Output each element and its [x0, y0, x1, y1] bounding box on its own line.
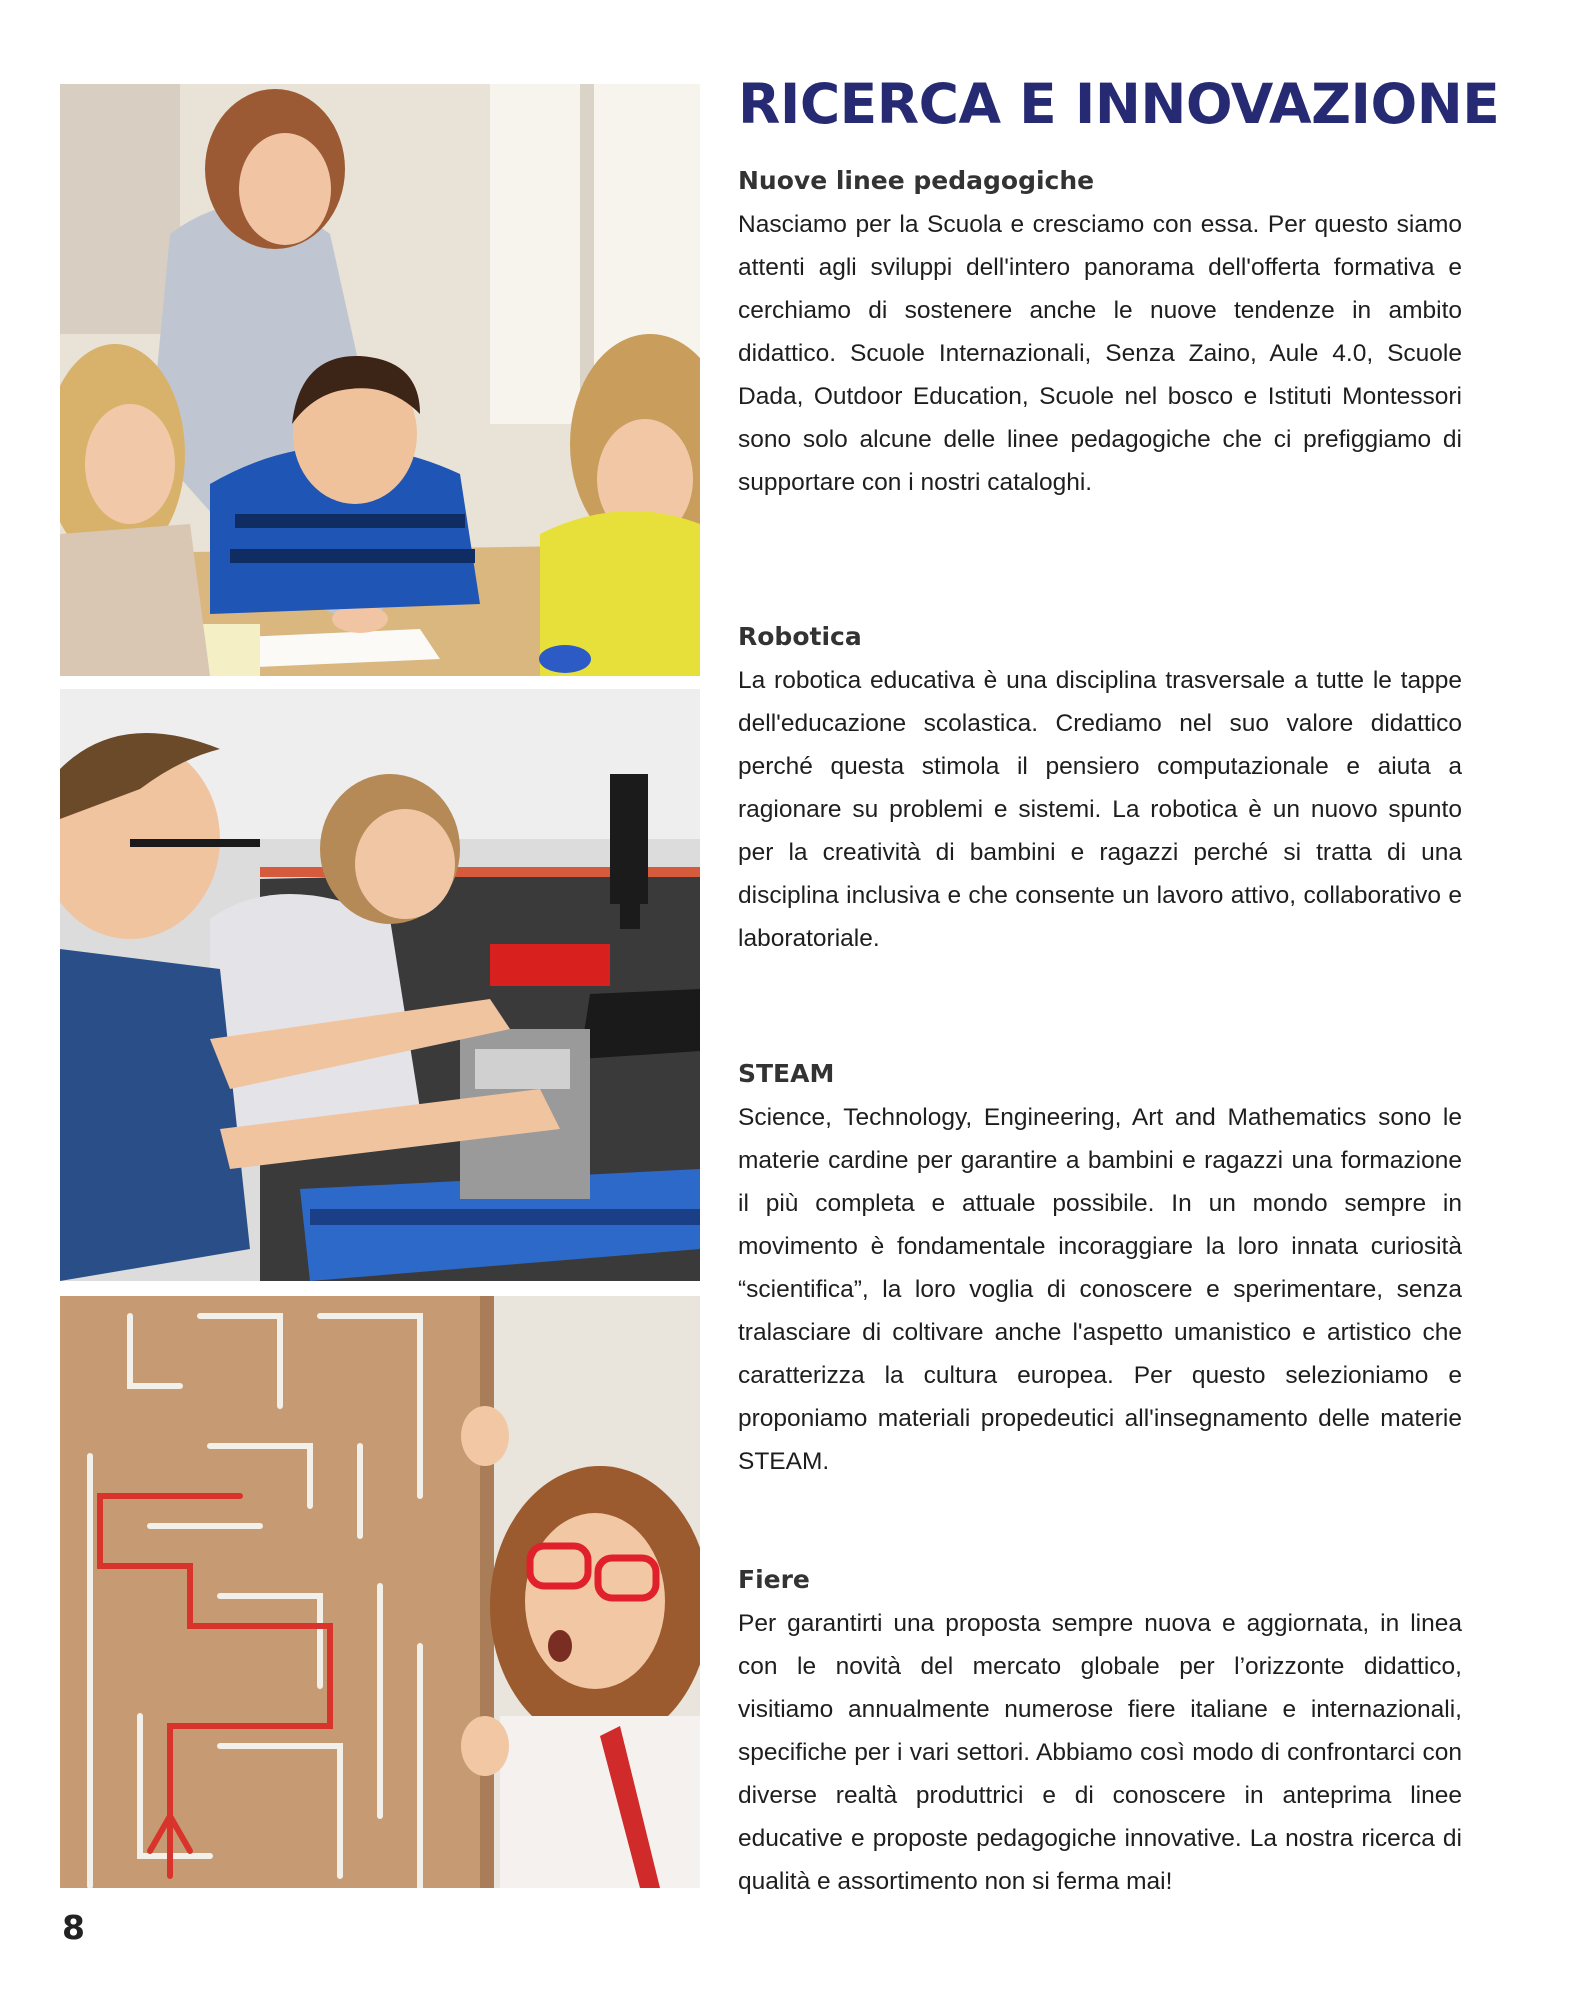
page-number: 8 [62, 1908, 85, 1947]
robotics-photo [60, 689, 700, 1281]
section-heading: STEAM [738, 1059, 835, 1088]
section-nuove-linee-pedagogiche [738, 166, 1462, 504]
section-body: La robotica educativa è una disciplina trasversale a tutte le tappe dell'educazione scolastica. Crediamo nel suo valore didattico perché questa stimola il pensiero computazionale e aiuta a ragionare su problemi e sistemi. La robotica è un nuovo spunto per la creatività di bambini e ragazzi perché si tratta di una disciplina inclusiva e che consente un lavoro attivo, collaborativo e laboratoriale. [738, 667, 1462, 952]
classroom-photo [60, 84, 700, 676]
section-heading: Nuove linee pedagogiche [738, 166, 1095, 195]
section-body: Science, Technology, Engineering, Art and Mathematics sono le materie cardine per garantire a bambini e ragazzi una formazione il più completa e attuale possibile. In un mondo sempre in movimento è fondamentale incoraggiare la loro innata curiosità “scientifica”, la loro voglia di conoscere e sperimentare, senza tralasciare di coltivare anche l'aspetto umanistico e artistico che caratterizza la cultura europea. Per questo selezioniamo e proponiamo materiali propedeutici all'insegnamento delle materie STEAM. [738, 1104, 1462, 1475]
maze-photo [60, 1296, 700, 1888]
section-heading: Fiere [738, 1565, 810, 1594]
section-robotica [738, 622, 1462, 960]
section-body: Nasciamo per la Scuola e cresciamo con essa. Per questo siamo attenti agli sviluppi dell'intero panorama dell'offerta formativa e cerchiamo di sostenere anche le nuove tendenze in ambito didattico. Scuole Internazionali, Senza Zaino, Aule 4.0, Scuole Dada, Outdoor Education, Scuole nel bosco e Istituti Montessori sono solo alcune delle linee pedagogiche che ci prefiggiamo di supportare con i nostri cataloghi. [738, 211, 1462, 496]
classroom-illustration [60, 84, 700, 676]
section-heading: Robotica [738, 622, 862, 651]
robotics-illustration [60, 689, 700, 1281]
section-steam [738, 1059, 1462, 1483]
section-fiere [738, 1565, 1462, 1903]
section-body: Per garantirti una proposta sempre nuova e aggiornata, in linea con le novità del mercato globale per l’orizzonte didattico, visitiamo annualmente numerose fiere italiane e internazionali, specifiche per i vari settori. Abbiamo così modo di confrontarci con diverse realtà produttrici e di conoscere in anteprima linee educative e proposte pedagogiche innovative. La nostra ricerca di qualità e assortimento non si ferma mai! [738, 1610, 1462, 1895]
maze-illustration [60, 1296, 700, 1888]
page-title: RICERCA E INNOVAZIONE [738, 72, 1500, 136]
